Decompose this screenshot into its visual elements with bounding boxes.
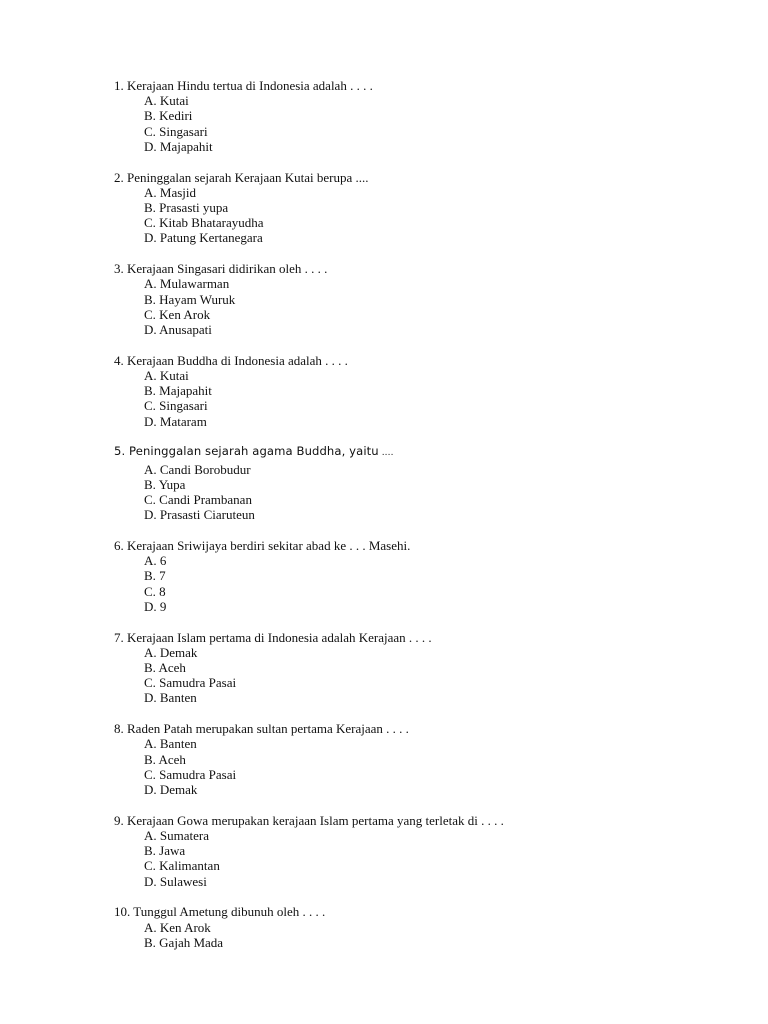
option-c: C. 8 (144, 583, 166, 599)
question-4 (114, 353, 734, 429)
question-text-dots: .... (378, 448, 394, 459)
option-a: A. Ken Arok (144, 919, 211, 935)
option-c: C. Singasari (144, 123, 208, 139)
question-text (114, 444, 734, 461)
option-c: C. Singasari (144, 398, 208, 414)
option-d: D. Banten (144, 690, 197, 706)
option-d: D. Majapahit (144, 138, 213, 154)
option-a: A. Banten (144, 736, 197, 752)
option-d: D. Demak (144, 782, 198, 798)
option-c: C. Ken Arok (144, 306, 211, 322)
answer-options (114, 828, 734, 889)
option-a: A. Mulawarman (144, 276, 230, 292)
option-a: A. Kutai (144, 368, 189, 384)
option-b: B. Yupa (144, 476, 186, 492)
option-d: D. Anusapati (144, 322, 212, 338)
question-9 (114, 813, 734, 889)
question-text-main: 5. Peninggalan sejarah agama Buddha, yaitu (114, 444, 379, 459)
answer-options (114, 645, 734, 706)
question-6 (114, 538, 734, 614)
option-a: A. Demak (144, 644, 198, 660)
question-text: 6. Kerajaan Sriwijaya berdiri sekitar abad ke . . . Masehi. (114, 538, 411, 554)
answer-options (114, 920, 734, 950)
option-b: B. Aceh (144, 660, 186, 676)
option-c: C. Kitab Bhatarayudha (144, 215, 264, 231)
option-c: C. Samudra Pasai (144, 675, 237, 691)
question-text: 2. Peninggalan sejarah Kerajaan Kutai berupa .... (114, 169, 369, 185)
option-b: B. Prasasti yupa (144, 200, 229, 216)
option-b: B. Hayam Wuruk (144, 291, 236, 307)
answer-options (114, 276, 734, 337)
question-10 (114, 904, 734, 950)
question-2 (114, 170, 734, 246)
answer-options (114, 553, 734, 614)
option-d: D. 9 (144, 598, 167, 614)
question-text: 1. Kerajaan Hindu tertua di Indonesia adalah . . . . (114, 78, 373, 93)
option-d: D. Prasasti Ciaruteun (144, 507, 255, 523)
option-a: A. 6 (144, 553, 167, 569)
option-b: B. Majapahit (144, 383, 212, 399)
question-7 (114, 630, 734, 706)
question-text: 4. Kerajaan Buddha di Indonesia adalah . . . . (114, 352, 348, 368)
option-c: C. Samudra Pasai (144, 766, 237, 782)
question-1 (114, 78, 734, 154)
question-3 (114, 261, 734, 337)
answer-options (114, 185, 734, 246)
option-b: B. Kediri (144, 108, 193, 124)
answer-options (114, 736, 734, 797)
question-5 (114, 444, 734, 522)
answer-options (114, 462, 734, 523)
question-8 (114, 721, 734, 797)
option-a: A. Sumatera (144, 828, 209, 844)
answer-options (114, 93, 734, 154)
option-a: A. Masjid (144, 184, 196, 200)
question-text: 10. Tunggul Ametung dibunuh oleh . . . . (114, 904, 326, 920)
question-text: 3. Kerajaan Singasari didirikan oleh . . . . (114, 261, 328, 277)
document-page (114, 78, 734, 966)
option-d: D. Mataram (144, 413, 207, 429)
option-b: B. Jawa (144, 843, 186, 859)
question-text: 8. Raden Patah merupakan sultan pertama Kerajaan . . . . (114, 721, 409, 737)
option-b: B. Aceh (144, 751, 186, 767)
option-a: A. Kutai (144, 93, 189, 109)
option-a: A. Candi Borobudur (144, 461, 251, 477)
option-b: B. 7 (144, 568, 166, 584)
option-d: D. Sulawesi (144, 873, 207, 889)
option-c: C. Kalimantan (144, 858, 220, 874)
option-d: D. Patung Kertanegara (144, 230, 263, 246)
answer-options (114, 368, 734, 429)
option-c: C. Candi Prambanan (144, 492, 252, 508)
question-text: 7. Kerajaan Islam pertama di Indonesia adalah Kerajaan . . . . (114, 629, 432, 645)
question-text: 9. Kerajaan Gowa merupakan kerajaan Islam pertama yang terletak di . . . . (114, 812, 504, 828)
option-b: B. Gajah Mada (144, 934, 224, 950)
